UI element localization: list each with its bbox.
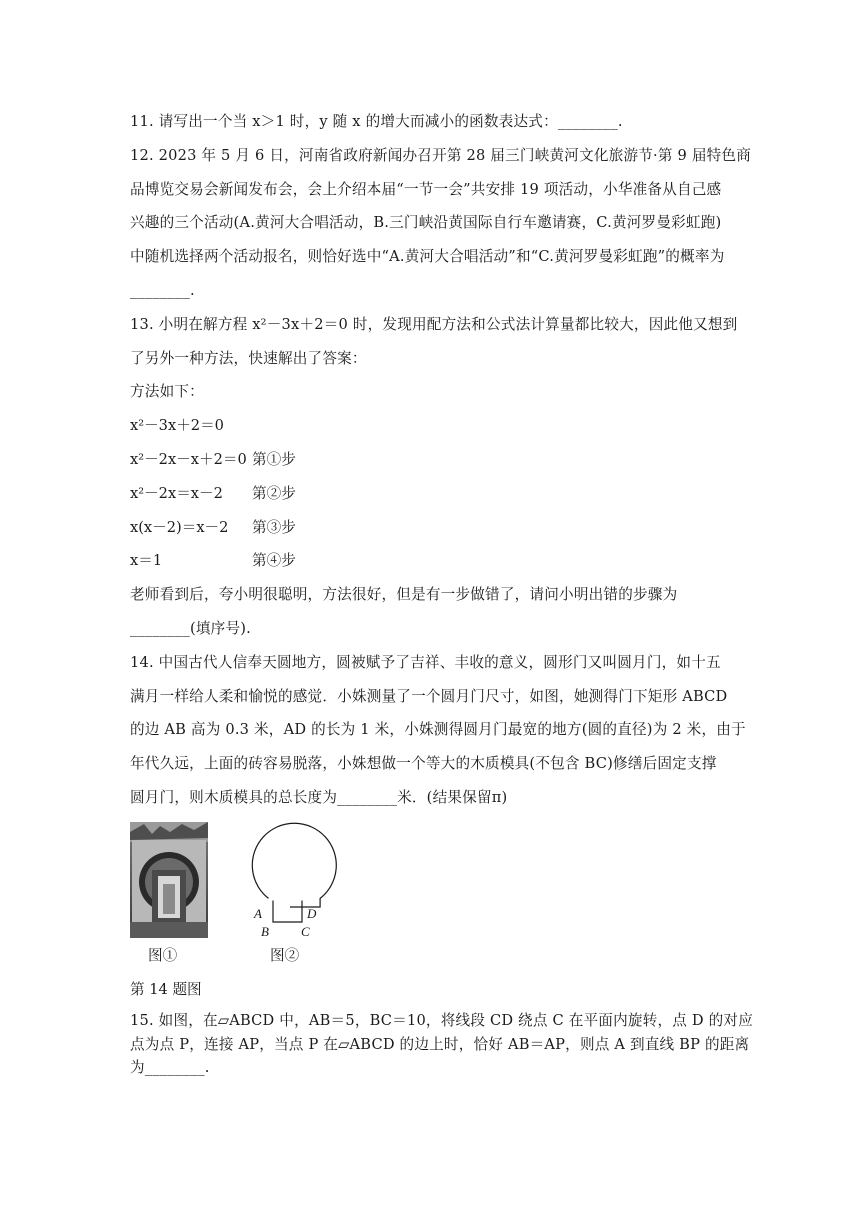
question-13-line-3: 方法如下： — [130, 383, 204, 400]
equation-row — [130, 518, 430, 538]
question-13-line-2: 了另外一种方法，快速解出了答案： — [130, 350, 367, 367]
equation-row — [130, 484, 430, 504]
question-11: 11. 请写出一个当 x＞1 时，y 随 x 的增大而减小的函数表达式：________. — [130, 113, 623, 130]
question-14-line-3: 的边 AB 高为 0.3 米，AD 的长为 1 米，小姝测得圆月门最宽的地方(圆的直径)为 2 米，由于 — [130, 721, 746, 738]
figure-1-caption: 图① — [148, 947, 178, 964]
question-14-line-4: 年代久远，上面的砖容易脱落，小姝想做一个等大的木质模具(不包含 BC)修缮后固定支撑 — [130, 755, 717, 772]
equation-row — [130, 416, 224, 436]
equation-step: 第①步 — [252, 451, 296, 468]
label-b: B — [261, 924, 269, 939]
equation-expr: x²－3x＋2＝0 — [130, 417, 224, 434]
question-12-line-1: 12. 2023 年 5 月 6 日，河南省政府新闻办召开第 28 届三门峡黄河文化旅游节·第 9 届特色商 — [130, 147, 752, 164]
equation-step: 第③步 — [252, 519, 296, 536]
equation-expr: x＝1 — [130, 552, 163, 569]
figure-2-caption: 图② — [270, 947, 300, 964]
question-13-after-1: 老师看到后，夸小明很聪明，方法很好，但是有一步做错了，请问小明出错的步骤为 — [130, 586, 678, 603]
question-15-line-2: 点为点 P，连接 AP，当点 P 在▱ABCD 的边上时，恰好 AB＝AP，则点 A 到直线 BP 的距离 — [130, 1036, 750, 1053]
question-15-line-3: 为________. — [130, 1059, 210, 1076]
question-12-line-4: 中随机选择两个活动报名，则恰好选中“A.黄河大合唱活动”和“C.黄河罗曼彩虹跑”的概率为 — [130, 248, 725, 265]
question-12-line-2: 品博览交易会新闻发布会，会上介绍本届“一节一会”共安排 19 项活动，小华准备从自己感 — [130, 181, 722, 198]
moon-gate-photo — [130, 822, 208, 938]
label-c: C — [301, 924, 310, 939]
question-13-line-1: 13. 小明在解方程 x²－3x＋2＝0 时，发现用配方法和公式法计算量都比较大，因此他又想到 — [130, 316, 738, 333]
question-14-line-2: 满月一样给人柔和愉悦的感觉．小姝测量了一个圆月门尺寸，如图，她测得门下矩形 ABCD — [130, 688, 728, 705]
moon-gate-diagram — [240, 820, 340, 942]
label-a: A — [254, 906, 262, 921]
question-13-after-2: ________(填序号). — [130, 620, 251, 637]
question-12-line-3: 兴趣的三个活动(A.黄河大合唱活动，B.三门峡沿黄国际自行车邀请赛，C.黄河罗曼彩虹跑) — [130, 214, 722, 231]
equation-expr: x²－2x＝x－2 — [130, 485, 223, 502]
label-d: D — [307, 906, 317, 921]
equation-expr: x²－2x－x＋2＝0 — [130, 451, 247, 468]
question-14-line-1: 14. 中国古代人信奉天圆地方，圆被赋予了吉祥、丰收的意义，圆形门又叫圆月门，如十五 — [130, 654, 721, 671]
question-12-line-5: ________. — [130, 282, 195, 299]
equation-step: 第④步 — [252, 552, 296, 569]
equation-expr: x(x－2)＝x－2 — [130, 519, 229, 536]
equation-step: 第②步 — [252, 485, 296, 502]
question-15-line-1: 15. 如图，在▱ABCD 中，AB＝5，BC＝10，将线段 CD 绕点 C 在平面内旋转，点 D 的对应 — [130, 1012, 753, 1029]
figure-title: 第 14 题图 — [130, 981, 202, 998]
equation-row — [130, 551, 430, 571]
equation-row — [130, 450, 430, 470]
question-14-line-5: 圆月门，则木质模具的总长度为________米．(结果保留π) — [130, 789, 508, 806]
